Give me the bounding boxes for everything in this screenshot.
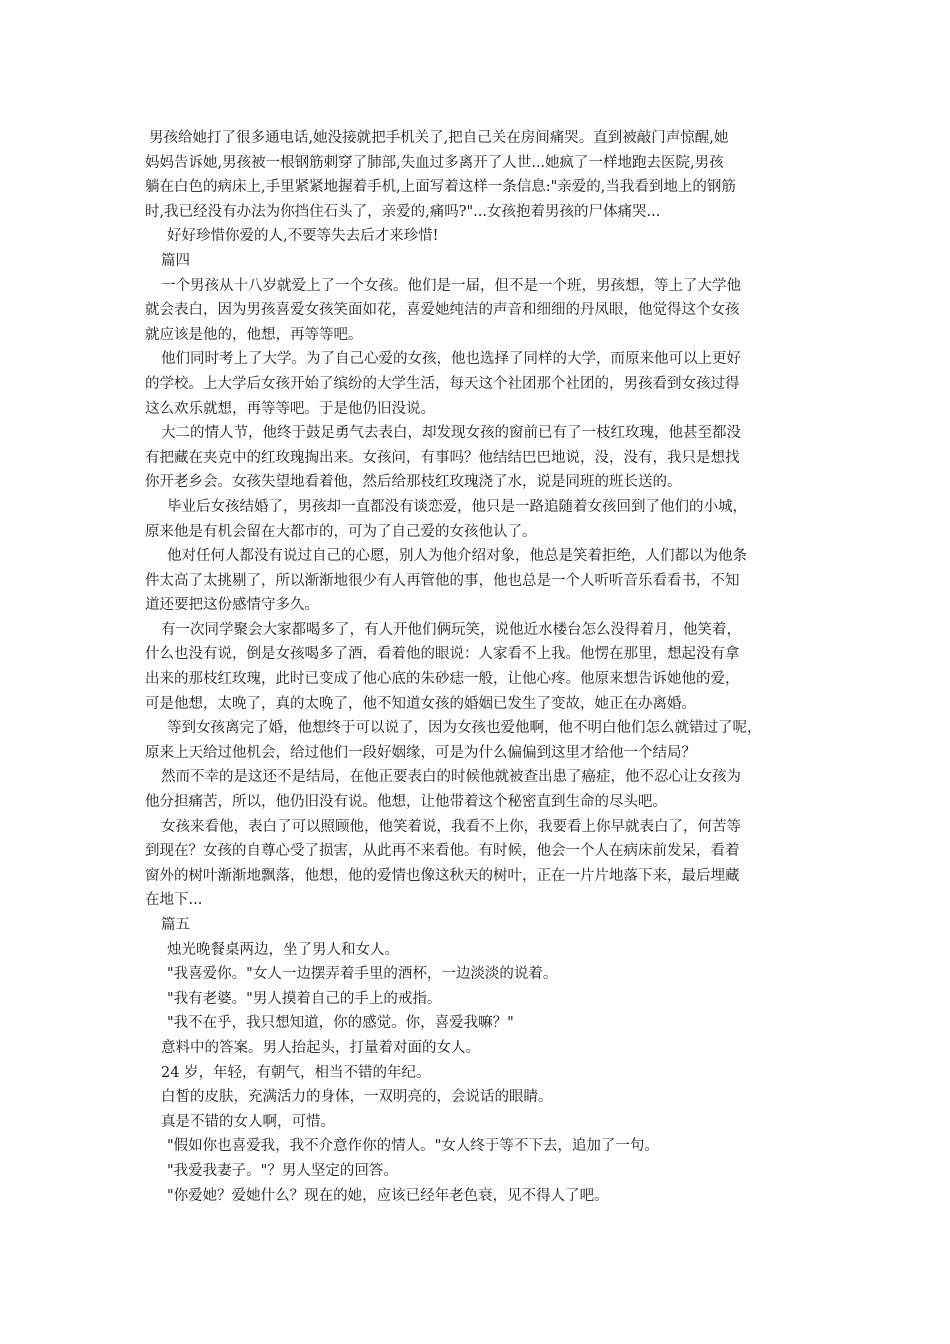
text-line: 有把藏在夹克中的红玫瑰掏出来。女孩问，有事吗？他结结巴巴地说，没，没有，我只是想找 bbox=[145, 449, 740, 466]
text-line: 的学校。上大学后女孩开始了缤纷的大学生活，每天这个社团那个社团的，男孩看到女孩过得 bbox=[145, 375, 740, 392]
text-line: 好好珍惜你爱的人,不要等失去后才来珍惜! bbox=[167, 228, 439, 245]
text-line: 有一次同学聚会大家都喝多了，有人开他们俩玩笑，说他近水楼台怎么没得着月，他笑着， bbox=[161, 621, 741, 638]
paragraph bbox=[145, 1184, 817, 1209]
text-line: 烛光晚餐桌两边，坐了男人和女人。 bbox=[167, 941, 399, 958]
text-line: "你爱她？爱她什么？现在的她，应该已经年老色衰，见不得人了吧。 bbox=[167, 1187, 609, 1204]
text-line: "我喜爱你。"女人一边摆弄着手里的酒杯，一边淡淡的说着。 bbox=[167, 966, 558, 983]
text-line: "我有老婆。"男人摸着自己的手上的戒指。 bbox=[167, 990, 442, 1007]
text-line: 可是他想，太晚了，真的太晚了，他不知道女孩的婚姻已发生了变故，她正在办离婚。 bbox=[145, 695, 696, 712]
text-line: 意料中的答案。男人抬起头，打量着对面的女人。 bbox=[161, 1039, 480, 1056]
paragraph bbox=[145, 815, 817, 913]
text-line: 毕业后女孩结婚了，男孩却一直都没有谈恋爱，他只是一路追随着女孩回到了他们的小城， bbox=[167, 498, 747, 515]
text-line: 就应该是他的，他想，再等等吧。 bbox=[145, 326, 363, 343]
text-line: 他对任何人都没有说过自己的心愿，别人为他介绍对象，他总是笑着拒绝，人们都以为他条 bbox=[167, 548, 747, 565]
paragraph bbox=[145, 913, 817, 938]
paragraph bbox=[145, 224, 817, 249]
text-line: 男孩给她打了很多通电话,她没接就把手机关了,把自己关在房间痛哭。直到被敲门声惊醒,她 bbox=[149, 130, 729, 146]
paragraph bbox=[145, 347, 817, 421]
text-line: 时,我已经没有办法为你挡住石头了，亲爱的,痛吗?"...女孩抱着男孩的尸体痛哭... bbox=[145, 203, 661, 220]
paragraph bbox=[145, 249, 817, 274]
text-line: "我不在乎，我只想知道，你的感觉。你，喜爱我嘛？" bbox=[167, 1015, 514, 1032]
paragraph bbox=[145, 716, 817, 765]
text-line: 真是不错的女人啊，可惜。 bbox=[161, 1113, 335, 1130]
text-line: 窗外的树叶渐渐地飘落，他想，他的爱情也像这秋天的树叶，正在一片片地落下来，最后埋藏 bbox=[145, 867, 740, 884]
paragraph bbox=[145, 1134, 817, 1159]
paragraph bbox=[145, 421, 817, 495]
paragraph bbox=[145, 1036, 817, 1061]
text-line: 妈妈告诉她,男孩被一根钢筋刺穿了肺部,失血过多离开了人世...她疯了一样地跑去医院,男孩 bbox=[145, 154, 724, 171]
text-line: 篇五 bbox=[161, 917, 190, 933]
text-line: 件太高了太挑剔了，所以渐渐地很少有人再管他的事，他也总是一个人听听音乐看看书，不知 bbox=[145, 572, 740, 589]
text-line: "假如你也喜爱我，我不介意作你的情人。"女人终于等不下去，追加了一句。 bbox=[167, 1138, 659, 1155]
paragraph bbox=[145, 618, 817, 716]
text-line: 这么欢乐就想，再等等吧。于是他仍旧没说。 bbox=[145, 400, 435, 417]
paragraph bbox=[145, 1159, 817, 1184]
text-line: 女孩来看他，表白了可以照顾他，他笑着说，我看不上你，我要看上你早就表白了，何苦等 bbox=[161, 818, 741, 835]
text-line: 他分担痛苦，所以，他仍旧没有说。他想，让他带着这个秘密直到生命的尽头吧。 bbox=[145, 794, 667, 811]
text-line: 白皙的皮肤，充满活力的身体，一双明亮的，会说话的眼睛。 bbox=[161, 1089, 553, 1106]
paragraph bbox=[145, 1061, 817, 1086]
text-line: 道还要把这份感情守多久。 bbox=[145, 597, 319, 614]
text-line: 就会表白，因为男孩喜爱女孩笑面如花，喜爱她纯洁的声音和细细的丹凤眼，他觉得这个女孩 bbox=[145, 302, 740, 319]
paragraph bbox=[145, 1011, 817, 1036]
text-line: 原来他是有机会留在大都市的，可为了自己爱的女孩他认了。 bbox=[145, 523, 537, 540]
document-page bbox=[145, 126, 817, 1208]
text-line: 一个男孩从十八岁就爱上了一个女孩。他们是一届，但不是一个班，男孩想，等上了大学他 bbox=[161, 277, 741, 294]
paragraph bbox=[145, 1085, 817, 1110]
text-line: 你开老乡会。女孩失望地看着他，然后给那枝红玫瑰浇了水，说是同班的班长送的。 bbox=[145, 474, 682, 491]
text-line: 躺在白色的病床上,手里紧紧地握着手机,上面写着这样一条信息:"亲爱的,当我看到地上的钢筋 bbox=[145, 179, 736, 196]
paragraph bbox=[145, 274, 817, 348]
text-line: 24 岁，年轻，有朝气，相当不错的年纪。 bbox=[161, 1064, 431, 1081]
text-line: 他们同时考上了大学。为了自己心爱的女孩，他也选择了同样的大学，而原来他可以上更好 bbox=[161, 351, 741, 368]
paragraph bbox=[145, 987, 817, 1012]
text-line: 篇四 bbox=[161, 252, 190, 269]
paragraph bbox=[145, 544, 817, 618]
paragraph bbox=[145, 938, 817, 963]
paragraph bbox=[145, 126, 817, 224]
text-line: 出来的那枝红玫瑰，此时已变成了他心底的朱砂痣一般，让他心疼。他原来想告诉她他的爱， bbox=[145, 671, 740, 688]
paragraph bbox=[145, 1110, 817, 1135]
paragraph bbox=[145, 962, 817, 987]
text-line: 原来上天给过他机会，给过他们一段好姻缘，可是为什么偏偏到这里才给他一个结局？ bbox=[145, 744, 696, 761]
text-line: 在地下... bbox=[145, 892, 203, 909]
text-line: 到现在？女孩的自尊心受了损害，从此再不来看他。有时候，他会一个人在病床前发呆，看着 bbox=[145, 843, 740, 860]
paragraph bbox=[145, 765, 817, 814]
text-line: "我爱我妻子。"？男人坚定的回答。 bbox=[167, 1162, 398, 1179]
text-line: 等到女孩离完了婚，他想终于可以说了，因为女孩也爱他啊，他不明白他们怎么就错过了呢， bbox=[167, 720, 762, 737]
text-line: 大二的情人节，他终于鼓足勇气去表白，却发现女孩的窗前已有了一枝红玫瑰，他甚至都没 bbox=[161, 425, 741, 442]
text-line: 什么也没有说，倒是女孩喝多了酒，看着他的眼说：人家看不上我。他愣在那里，想起没有拿 bbox=[145, 646, 740, 663]
text-line: 然而不幸的是这还不是结局，在他正要表白的时候他就被查出患了癌症，他不忍心让女孩为 bbox=[161, 769, 741, 786]
paragraph bbox=[145, 495, 817, 544]
